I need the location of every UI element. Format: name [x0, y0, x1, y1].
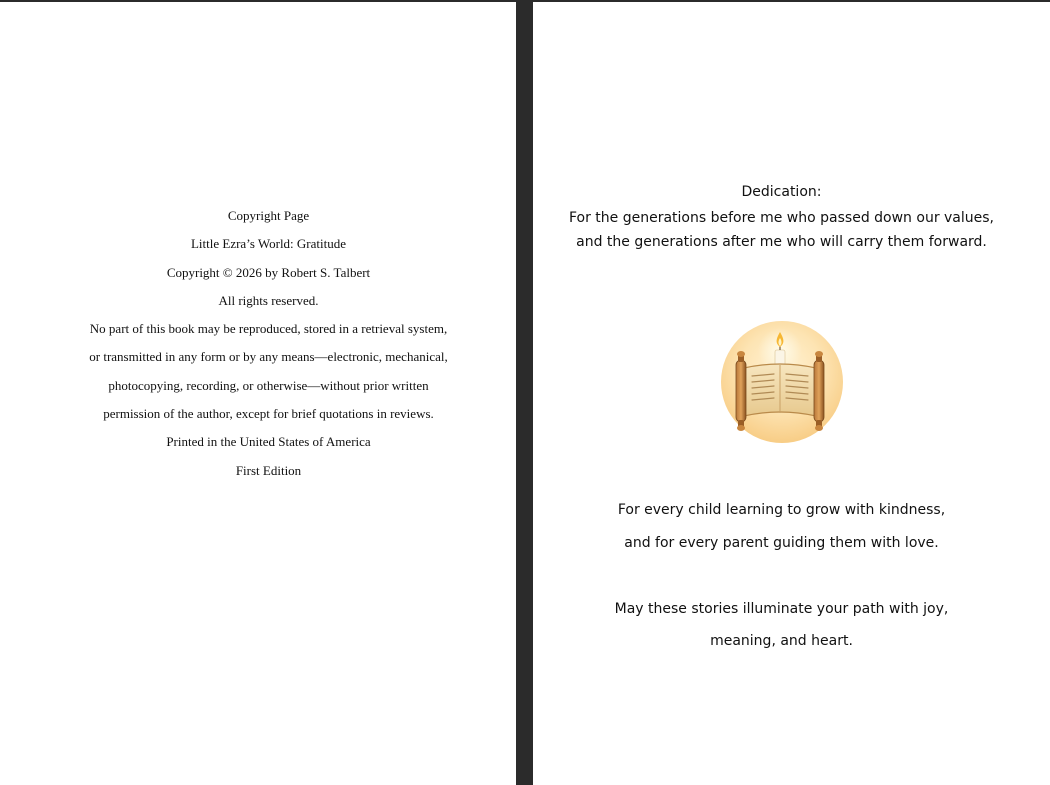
dedication-closing-line-2: meaning, and heart. — [710, 633, 853, 649]
edition-line: First Edition — [235, 462, 302, 478]
copyright-page — [0, 2, 516, 785]
printed-in-line: Printed in the United States of America — [166, 434, 371, 450]
dedication-child-line: For every child learning to grow with kindness, — [617, 502, 946, 518]
dedication-title: Dedication: — [741, 184, 822, 200]
copyright-notice: Copyright © 2026 by Robert S. Talbert — [166, 264, 371, 280]
copyright-text-block — [0, 202, 537, 485]
rights-reserved-line: All rights reserved. — [218, 292, 319, 308]
reproduction-notice-line-1: No part of this book may be reproduced, stored in a retrieval system, — [89, 321, 448, 337]
torah-scroll-candle-icon — [720, 316, 844, 446]
dedication-closing — [533, 593, 1030, 657]
dedication-parent-line: and for every parent guiding them with love. — [624, 535, 939, 551]
copyright-heading: Copyright Page — [227, 208, 310, 223]
dedication-middle — [533, 494, 1030, 560]
book-title-line: Little Ezra’s World: Gratitude — [190, 236, 347, 252]
reproduction-notice-line-3: photocopying, recording, or otherwise—without prior written — [108, 377, 429, 393]
dedication-intro — [533, 180, 1030, 258]
dedication-line-2: and the generations after me who will carry them forward. — [576, 234, 987, 250]
dedication-closing-line-1: May these stories illuminate your path with joy, — [614, 601, 949, 617]
dedication-page — [533, 2, 1050, 785]
reproduction-notice-line-4: permission of the author, except for brief quotations in reviews. — [103, 406, 434, 422]
dedication-line-1: For the generations before me who passed down our values, — [568, 210, 995, 226]
reproduction-notice-line-2: or transmitted in any form or by any means—electronic, mechanical, — [89, 349, 448, 365]
